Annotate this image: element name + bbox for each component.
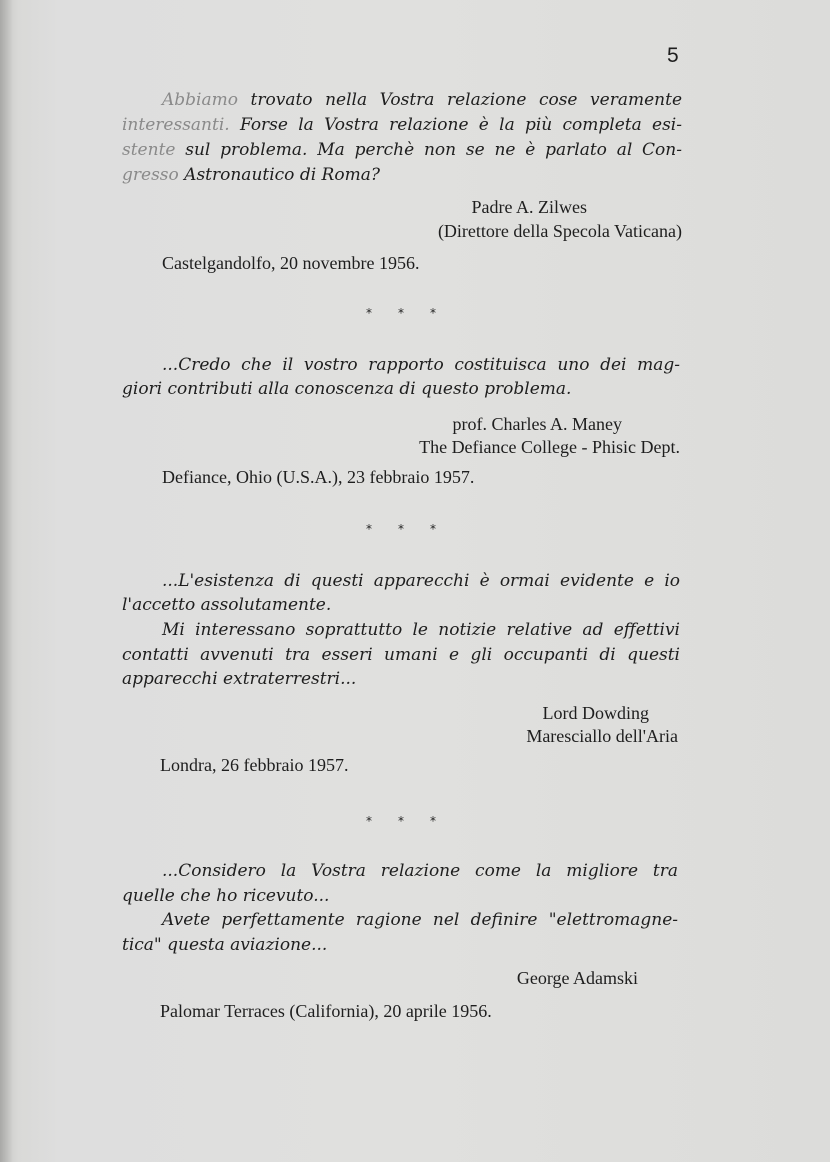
- letter-3-line-3: Mi interessano soprattutto le notizie relative ad effettivi: [162, 620, 680, 640]
- star-icon: *: [430, 814, 436, 828]
- star-icon: *: [366, 522, 372, 536]
- letter-4-line-2: quelle che ho ricevuto...: [122, 886, 330, 906]
- page-binding-edge: [0, 0, 12, 1162]
- letter-2-line-1: ...Credo che il vostro rapporto costituisca uno dei mag-: [162, 355, 680, 375]
- letter-4-line-3: Avete perfettamente ragione nel definire "elettromagne-: [162, 910, 678, 930]
- letter-1-line-1: [162, 89, 682, 111]
- signature-title: (Direttore della Specola Vaticana): [437, 221, 682, 241]
- letter-2-line-2: giori contributi alla conoscenza di questo problema.: [122, 379, 572, 399]
- faded-word: stente: [122, 140, 176, 160]
- star-icon: *: [398, 814, 404, 828]
- letter-1-line-3: [122, 139, 682, 161]
- faded-word: interessanti.: [122, 115, 230, 135]
- star-icon: *: [398, 306, 404, 320]
- separator-stars: [366, 306, 436, 320]
- signature-name: Lord Dowding: [542, 703, 649, 723]
- place-date: Palomar Terraces (California), 20 aprile 1956.: [160, 1001, 492, 1021]
- signature-name: George Adamski: [516, 968, 638, 988]
- separator-stars: [366, 522, 436, 536]
- letter-4-line-1: ...Considero la Vostra relazione come la migliore tra: [162, 861, 678, 881]
- faded-word: gresso: [122, 165, 179, 185]
- place-date: Defiance, Ohio (U.S.A.), 23 febbraio 1957.: [162, 467, 475, 487]
- place-date: Londra, 26 febbraio 1957.: [160, 755, 349, 775]
- star-icon: *: [366, 306, 372, 320]
- faded-word: Abbiamo: [162, 90, 238, 110]
- place-date: Castelgandolfo, 20 novembre 1956.: [162, 253, 420, 273]
- letter-3-line-1: ...L'esistenza di questi apparecchi è ormai evidente e io: [162, 571, 680, 591]
- star-icon: *: [366, 814, 372, 828]
- letter-3-line-4: contatti avvenuti tra esseri umani e gli occupanti di questi: [122, 645, 680, 665]
- letter-3-line-5: apparecchi extraterrestri...: [122, 669, 357, 689]
- signature-title: Maresciallo dell'Aria: [526, 726, 678, 746]
- page-number: 5: [667, 44, 679, 67]
- star-icon: *: [430, 306, 436, 320]
- line-text: trovato nella Vostra relazione cose veramente: [237, 90, 682, 110]
- letter-4-line-4: tica" questa aviazione...: [122, 935, 328, 955]
- letter-1-line-2: [122, 114, 682, 136]
- separator-stars: [366, 814, 436, 828]
- line-text: Astronautico di Roma?: [178, 165, 380, 185]
- star-icon: *: [430, 522, 436, 536]
- line-text: Forse la Vostra relazione è la più completa esi-: [229, 115, 682, 135]
- letter-1-line-4: [122, 164, 380, 186]
- signature-name: prof. Charles A. Maney: [452, 414, 622, 434]
- star-icon: *: [398, 522, 404, 536]
- letter-3-line-2: l'accetto assolutamente.: [122, 595, 332, 615]
- signature-title: The Defiance College - Phisic Dept.: [419, 437, 680, 457]
- line-text: sul problema. Ma perchè non se ne è parlato al Con-: [175, 140, 682, 160]
- signature-name: Padre A. Zilwes: [471, 197, 587, 217]
